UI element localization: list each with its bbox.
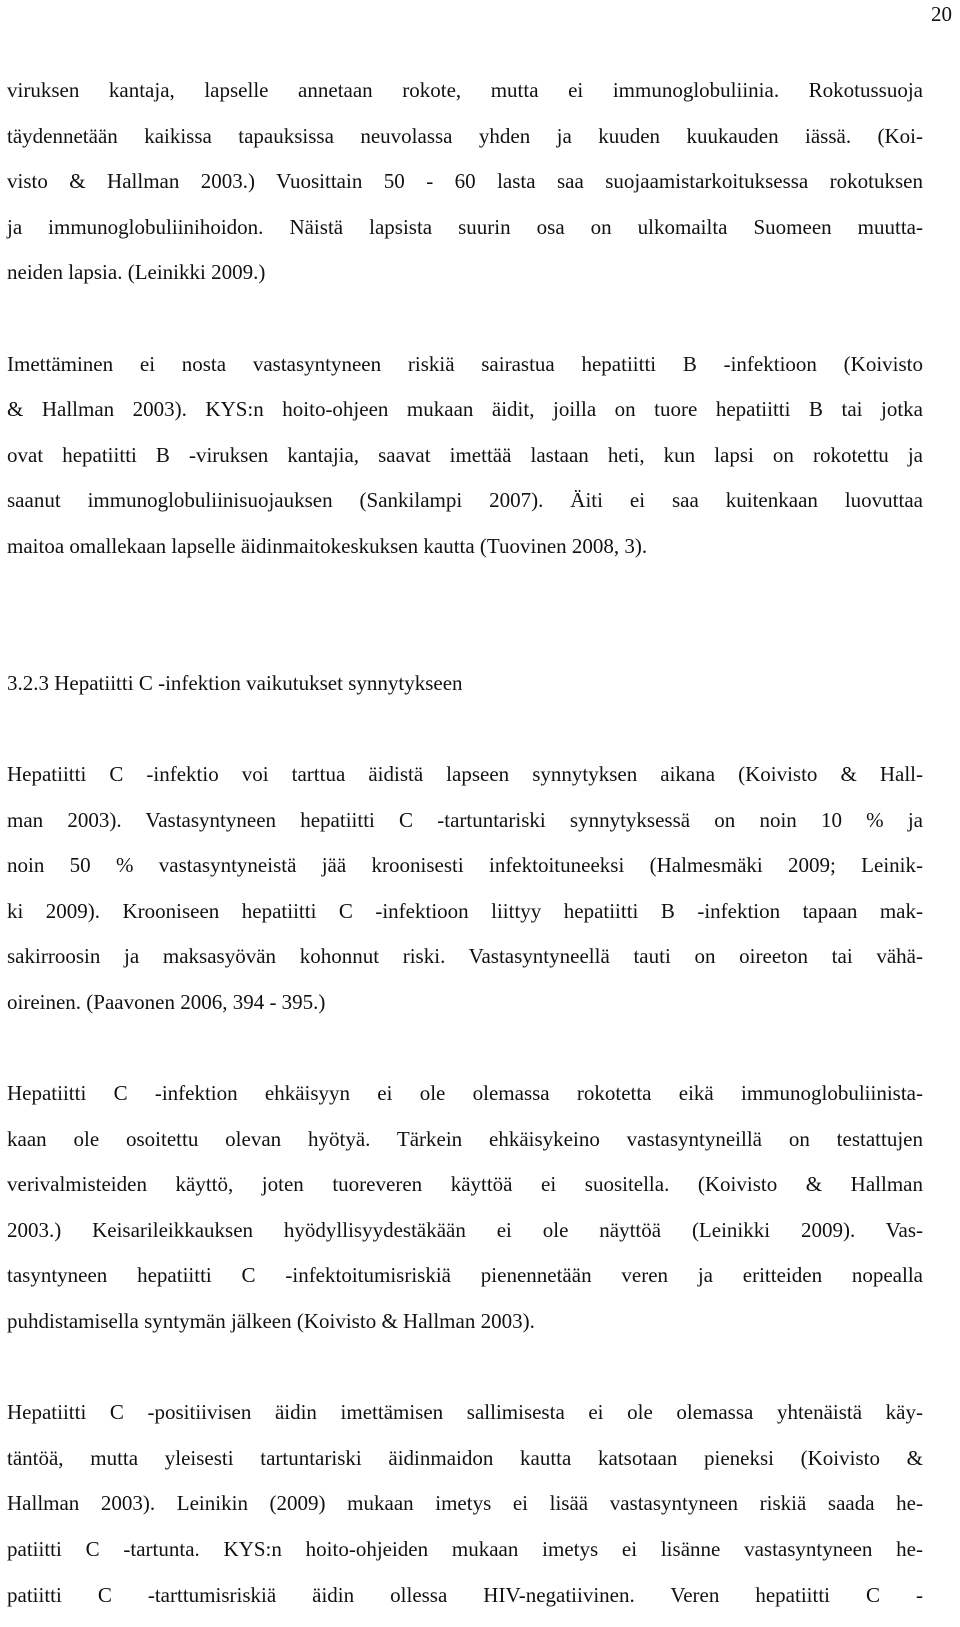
text-line: viruksen kantaja, lapselle annetaan rokote, mutta ei immunoglobuliinia. Rokotussuoja	[7, 78, 923, 102]
text-line: tasyntyneen hepatiitti C -infektoitumisriskiä pienennetään veren ja eritteiden nopealla	[7, 1263, 923, 1288]
text-line: visto & Hallman 2003.) Vuosittain 50 - 60 lasta saa suojaamistarkoituksessa rokotuksen	[7, 169, 923, 194]
paragraph-gap	[7, 1345, 923, 1391]
text-line: Hepatiitti C -infektion ehkäisyyn ei ole olemassa rokotetta eikä immunoglobuliinista-	[7, 1081, 923, 1106]
text-line: patiitti C -tarttumisriskiä äidin ollessa HIV-negatiivinen. Veren hepatiitti C -	[7, 1582, 923, 1607]
text-line: & Hallman 2003). KYS:n hoito-ohjeen mukaan äidit, joilla on tuore hepatiitti B tai jotka	[7, 397, 923, 422]
text-line: Imettäminen ei nosta vastasyntyneen riskiä sairastua hepatiitti B -infektioon (Koivisto	[7, 351, 923, 376]
text-line: sakirroosin ja maksasyövän kohonnut riski. Vastasyntyneellä tauti on oireeton tai vähä-	[7, 944, 923, 969]
paragraph-hepatitis-b-breastfeeding	[7, 342, 923, 570]
page-number: 20	[931, 2, 952, 26]
text-line: patiitti C -tartunta. KYS:n hoito-ohjeiden mukaan imetys ei lisänne vastasyntyneen he-	[7, 1537, 923, 1561]
paragraph-gap	[7, 1025, 923, 1071]
text-line: Hallman 2003). Leinikin (2009) mukaan imetys ei lisää vastasyntyneen riskiä saada he-	[7, 1491, 923, 1516]
text-line: Hepatiitti C -positiivisen äidin imettämisen sallimisesta ei ole olemassa yhtenäistä käy-	[7, 1400, 923, 1425]
paragraph-gap	[7, 570, 923, 661]
paragraph-hepatitis-c-transmission	[7, 752, 923, 1026]
text-line: oireinen. (Paavonen 2006, 394 - 395.)	[7, 989, 326, 1014]
text-line: Hepatiitti C -infektio voi tarttua äidistä lapseen synnytyksen aikana (Koivisto & Hall-	[7, 761, 923, 786]
text-line: man 2003). Vastasyntyneen hepatiitti C -tartuntariski synnytyksessä on noin 10 % ja	[7, 807, 923, 832]
text-line: puhdistamisella syntymän jälkeen (Koivisto & Hallman 2003).	[7, 1309, 535, 1334]
text-line: noin 50 % vastasyntyneistä jää kroonisesti infektoituneeksi (Halmesmäki 2009; Leinik-	[7, 853, 923, 878]
paragraph-hepatitis-b-vaccination	[7, 68, 923, 296]
text-line: kaan ole osoitettu olevan hyötyä. Tärkein ehkäisykeino vastasyntyneillä on testattujen	[7, 1126, 923, 1151]
text-line: ki 2009). Krooniseen hepatiitti C -infektioon liittyy hepatiitti B -infektion tapaan mak-	[7, 898, 923, 923]
text-line: maitoa omallekaan lapselle äidinmaitokeskuksen kautta (Tuovinen 2008, 3).	[7, 533, 648, 558]
text-line: ja immunoglobuliinihoidon. Näistä lapsista suurin osa on ulkomailta Suomeen muutta-	[7, 214, 923, 239]
text-line: verivalmisteiden käyttö, joten tuoreveren käyttöä ei suositella. (Koivisto & Hallman	[7, 1172, 923, 1197]
paragraph-hepatitis-c-prevention	[7, 1071, 923, 1345]
text-line: täntöä, mutta yleisesti tartuntariski äidinmaidon kautta katsotaan pieneksi (Koivisto &	[7, 1445, 923, 1470]
text-line: täydennetään kaikissa tapauksissa neuvolassa yhden ja kuuden kuukauden iässä. (Koi-	[7, 123, 923, 148]
document-body	[7, 68, 923, 1618]
text-line: 2003.) Keisarileikkauksen hyödyllisyydestäkään ei ole näyttöä (Leinikki 2009). Vas-	[7, 1217, 923, 1242]
text-line: saanut immunoglobuliinisuojauksen (Sankilampi 2007). Äiti ei saa kuitenkaan luovuttaa	[7, 488, 923, 513]
text-line: ovat hepatiitti B -viruksen kantajia, saavat imettää lastaan heti, kun lapsi on rokotettu ja	[7, 442, 923, 467]
paragraph-gap	[7, 706, 923, 752]
paragraph-gap	[7, 296, 923, 342]
section-heading: 3.2.3 Hepatiitti C -infektion vaikutukset synnytykseen	[7, 670, 463, 695]
text-line: neiden lapsia. (Leinikki 2009.)	[7, 260, 266, 285]
paragraph-hepatitis-c-breastfeeding	[7, 1390, 923, 1618]
